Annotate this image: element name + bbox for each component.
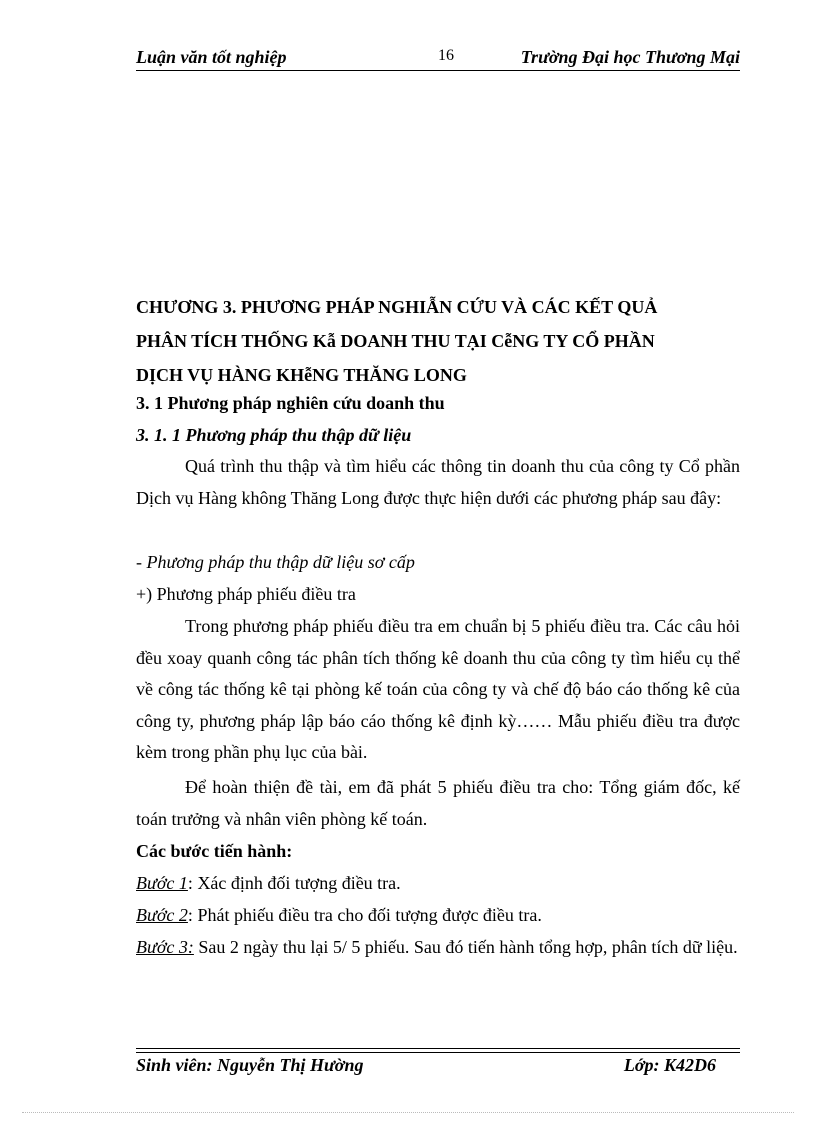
step-1-label: Bước 1: [136, 873, 188, 893]
header-thesis-label: Luận văn tốt nghiệp: [136, 47, 287, 67]
chapter-title-line-1: CHƯƠNG 3. PHƯƠNG PHÁP NGHIẪN CỨU VÀ CÁC KẾT QUẢ: [136, 297, 658, 317]
step-2-label: Bước 2: [136, 905, 188, 925]
method-primary-data: - Phương pháp thu thập dữ liệu sơ cấp: [136, 552, 415, 572]
step-1-text: Xác định đối tượng điều tra.: [192, 873, 401, 893]
step-2: [136, 900, 740, 932]
step-2-text: Phát phiếu điều tra cho đối tượng được điều tra.: [192, 905, 542, 925]
page-footer: [136, 1055, 716, 1079]
steps-heading: Các bước tiến hành:: [136, 841, 293, 861]
footer-rule-thin: [136, 1052, 740, 1053]
paragraph-intro: Quá trình thu thập và tìm hiểu các thông tin doanh thu của công ty Cổ phần Dịch vụ Hàng không Thăng Long được thực hiện dưới các phương pháp sau đây:: [136, 456, 740, 508]
step-3-text: Sau 2 ngày thu lại 5/ 5 phiếu. Sau đó tiến hành tổng hợp, phân tích dữ liệu.: [193, 937, 738, 957]
header-university: Trường Đại học Thương Mại: [520, 47, 740, 67]
step-2-separator: :: [187, 905, 193, 925]
method-survey: +) Phương pháp phiếu điều tra: [136, 584, 356, 604]
section-heading-3-1-1: 3. 1. 1 Phương pháp thu thập dữ liệu: [136, 425, 412, 445]
header-rule: [136, 70, 740, 71]
page-number: 16: [438, 47, 454, 64]
page-bottom-dotted-border: [22, 1112, 794, 1113]
step-1-separator: :: [187, 873, 193, 893]
footer-class: Lớp: K42D6: [623, 1055, 716, 1075]
paragraph-survey: Trong phương pháp phiếu điều tra em chuẩn bị 5 phiếu điều tra. Các câu hỏi đều xoay quanh công tác phân tích thống kê doanh thu của công ty tìm hiểu cụ thể về công tác thống kê tại phòng kế toán của công ty và chế độ báo cáo thống kê của công ty, phương pháp lập báo cáo thống kê định kỳ…… Mẫu phiếu điều tra được kèm trong phần phụ lục của bài.: [136, 616, 740, 762]
paragraph-distribution: Để hoàn thiện đề tài, em đã phát 5 phiếu điều tra cho: Tổng giám đốc, kế toán trưởng và nhân viên phòng kế toán.: [136, 777, 740, 829]
chapter-title: [136, 290, 740, 392]
chapter-title-line-2: PHÂN TÍCH THỐNG Kẫ DOANH THU TẠI CễNG TY CỔ PHẦN: [136, 331, 655, 351]
step-1: [136, 868, 740, 900]
footer-rule-thick: [136, 1048, 740, 1049]
page-header: [136, 47, 740, 71]
footer-student-name: Sinh viên: Nguyễn Thị Hường: [136, 1055, 364, 1075]
chapter-title-line-3: DỊCH VỤ HÀNG KHễNG THĂNG LONG: [136, 365, 467, 385]
step-3: [136, 932, 740, 964]
section-heading-3-1: 3. 1 Phương pháp nghiên cứu doanh thu: [136, 393, 445, 413]
step-3-label: Bước 3:: [136, 937, 194, 957]
